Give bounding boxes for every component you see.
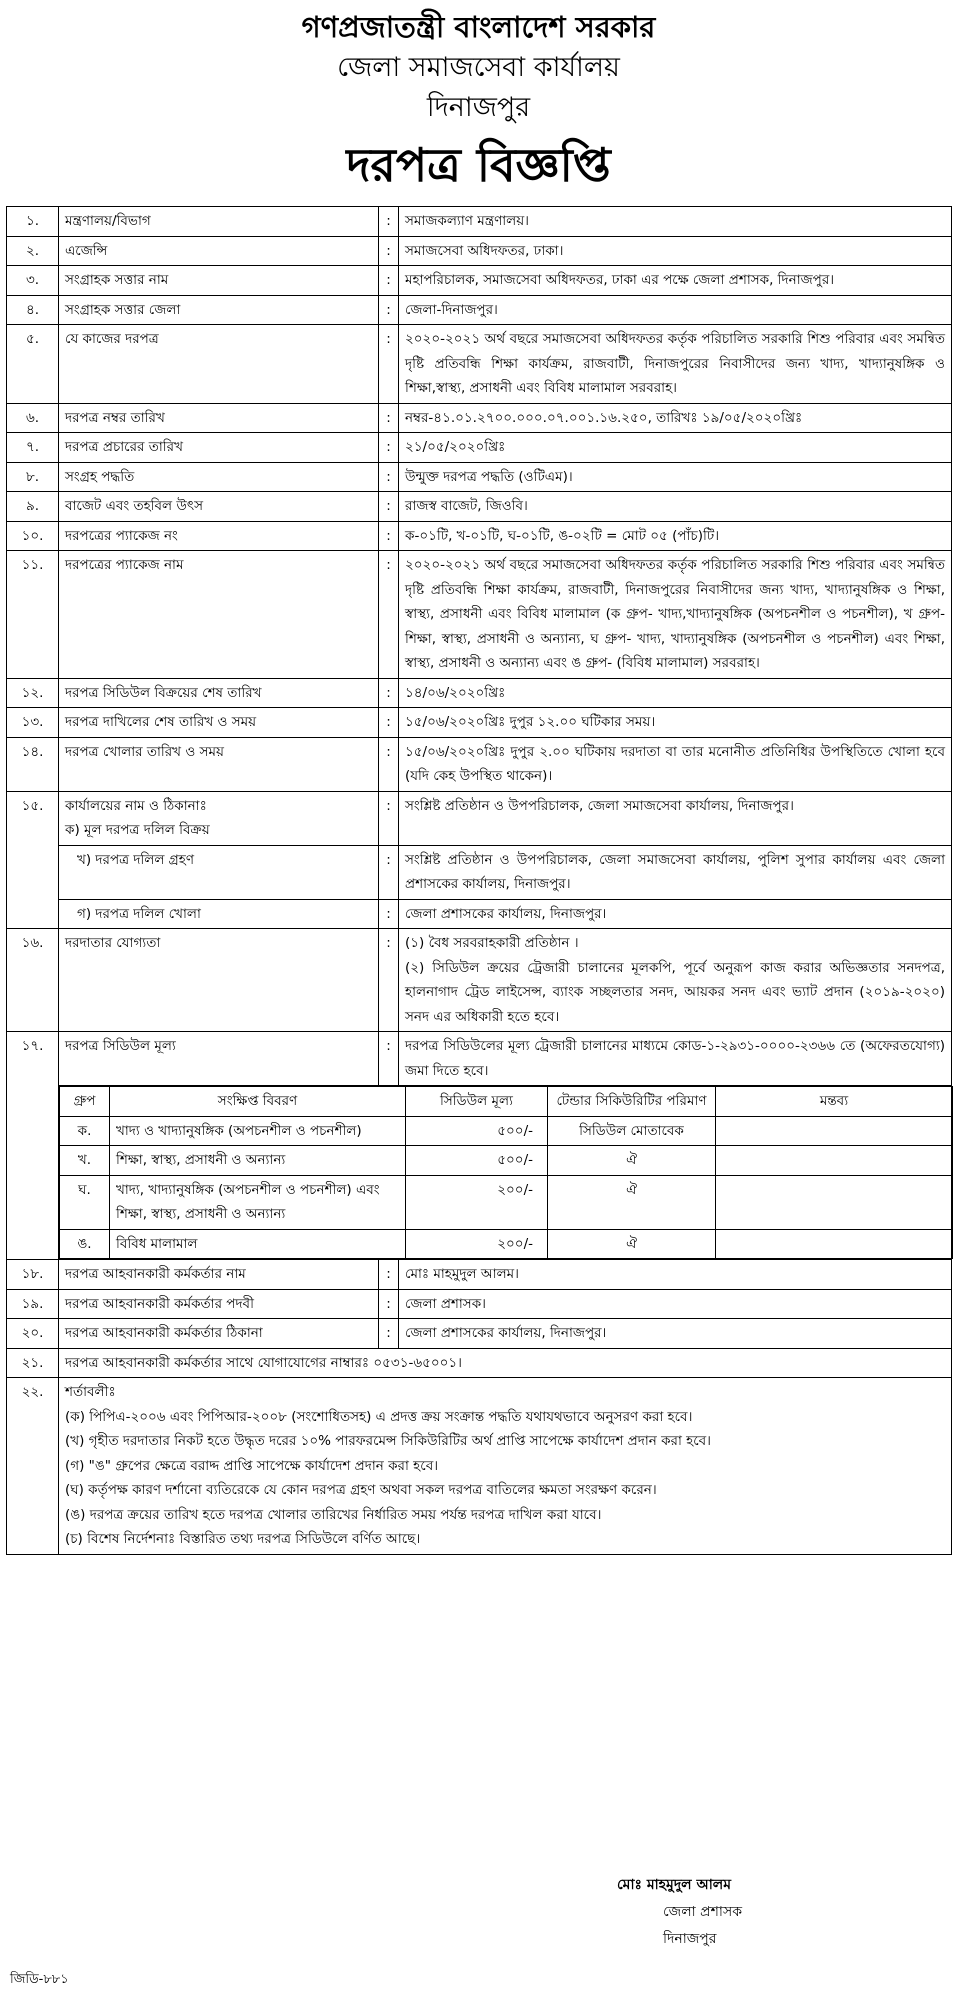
row-value: [399, 929, 952, 1032]
district-name: দিনাজপুর: [426, 92, 531, 123]
row-number: ১৪.: [7, 737, 59, 791]
table-row: [7, 521, 952, 551]
receipt-office-value: সংশ্লিষ্ট প্রতিষ্ঠান ও উপপরিচালক, জেলা সমাজসেবা কার্যালয়, পুলিশ সুপার কার্যালয় এবং জেলা প্রশাসকের কার্যালয়, দিনাজপুর।: [399, 845, 952, 899]
fee-table-row: [60, 1229, 953, 1259]
schedule-fee-table: [59, 1086, 953, 1259]
row-value: ১৫/০৬/২০২০খ্রিঃ দুপুর ১২.০০ ঘটিকার সময়।: [399, 708, 952, 738]
receipt-office-label: খ) দরপত্র দলিল গ্রহণ: [59, 845, 379, 899]
header-schedule-price: সিডিউল মূল্য: [406, 1087, 548, 1117]
row-label: দরপত্র নম্বর তারিখ: [59, 403, 379, 433]
row-label: সংগ্রহ পদ্ধতি: [59, 462, 379, 492]
table-row: [7, 1378, 952, 1555]
row-number: ১৫.: [7, 791, 59, 929]
table-row: [7, 403, 952, 433]
table-row: [7, 737, 952, 791]
fee-security: ঐ: [548, 1229, 716, 1259]
row-colon: :: [379, 433, 399, 463]
fee-table-header: [60, 1087, 953, 1117]
header-tender-security: টেন্ডার সিকিউরিটির পরিমাণ: [548, 1087, 716, 1117]
row-number: ১৩.: [7, 708, 59, 738]
row-number: ২২.: [7, 1378, 59, 1555]
row-number: ১৬.: [7, 929, 59, 1032]
table-row: [7, 1348, 952, 1378]
row-label: যে কাজের দরপত্র: [59, 325, 379, 404]
office-name: জেলা সমাজসেবা কার্যালয়: [337, 52, 620, 83]
table-row: [7, 551, 952, 679]
row-label: দরপত্র আহবানকারী কর্মকর্তার পদবী: [59, 1289, 379, 1319]
table-row: [7, 1319, 952, 1349]
row-label: দরপত্র দাখিলের শেষ তারিখ ও সময়: [59, 708, 379, 738]
row-label: এজেন্সি: [59, 236, 379, 266]
row-colon: :: [379, 1032, 399, 1086]
row-value: রাজস্ব বাজেট, জিওবি।: [399, 492, 952, 522]
office-address-label: কার্যালয়ের নাম ও ঠিকানাঃ: [65, 797, 207, 814]
row-number: ১০.: [7, 521, 59, 551]
row-value: উন্মুক্ত দরপত্র পদ্ধতি (ওটিএম)।: [399, 462, 952, 492]
table-row: [7, 708, 952, 738]
table-row: [7, 1289, 952, 1319]
row-value: নম্বর-৪১.০১.২৭০০.০০০.০৭.০০১.১৬.২৫০, তারিখঃ ১৯/০৫/২০২০খ্রিঃ: [399, 403, 952, 433]
table-row: [7, 462, 952, 492]
row-colon: :: [379, 737, 399, 791]
row-number: ৭.: [7, 433, 59, 463]
table-row: [7, 845, 952, 899]
notice-title: দরপত্র বিজ্ঞপ্তি: [346, 138, 611, 192]
row-colon: :: [379, 492, 399, 522]
row-colon: :: [379, 1289, 399, 1319]
row-value: মোঃ মাহমুদুল আলম।: [399, 1260, 952, 1290]
row-colon: :: [379, 521, 399, 551]
row-number: ১৭.: [7, 1032, 59, 1260]
row-label: দরপত্র সিডিউল বিক্রয়ের শেষ তারিখ: [59, 678, 379, 708]
fee-group: ক.: [60, 1116, 110, 1146]
table-row: [7, 1032, 952, 1086]
row-number: ৫.: [7, 325, 59, 404]
fee-price: ২০০/-: [406, 1229, 548, 1259]
row-number: ৬.: [7, 403, 59, 433]
row-number: ২০.: [7, 1319, 59, 1349]
table-row: [7, 899, 952, 929]
row-colon: :: [379, 791, 399, 845]
fee-table-cell: [59, 1086, 952, 1260]
table-row: [7, 295, 952, 325]
table-row: [7, 433, 952, 463]
table-row: [7, 492, 952, 522]
row-label: সংগ্রাহক সত্তার নাম: [59, 266, 379, 296]
signatory-designation: জেলা প্রশাসক: [663, 1904, 742, 1920]
row-colon: :: [379, 207, 399, 237]
row-number: ২১.: [7, 1348, 59, 1378]
row-number: ১৮.: [7, 1260, 59, 1290]
opening-office-value: জেলা প্রশাসকের কার্যালয়, দিনাজপুর।: [399, 899, 952, 929]
fee-group: ঘ.: [60, 1175, 110, 1229]
eligibility-item: (২) সিডিউল ক্রয়ের ট্রেজারী চালানের মূলকপি, পূর্বে অনুরূপ কাজ করার অভিজ্ঞতার সনদপত্র, হালনাগাদ ট্রেড লাইসেন্স, ব্যাংক সচ্ছলতার সনদ, আয়কর সনদ এবং ভ্যাট প্রদান (২০১৯-২০২০) সনদ এর অধিকারী হতে হবে।: [405, 959, 945, 1025]
row-colon: :: [379, 462, 399, 492]
row-colon: :: [379, 899, 399, 929]
fee-group: ঙ.: [60, 1229, 110, 1259]
row-colon: :: [379, 845, 399, 899]
row-colon: :: [379, 929, 399, 1032]
fee-remark: [716, 1229, 953, 1259]
table-row: [7, 207, 952, 237]
row-label: বাজেট এবং তহবিল উৎস: [59, 492, 379, 522]
fee-description: খাদ্য, খাদ্যানুষঙ্গিক (অপচনশীল ও পচনশীল) এবং শিক্ষা, স্বাস্থ্য, প্রসাধনী ও অন্যান্য: [110, 1175, 406, 1229]
header-description: সংক্ষিপ্ত বিবরণ: [110, 1087, 406, 1117]
fee-remark: [716, 1116, 953, 1146]
row-number: ১১.: [7, 551, 59, 679]
conditions-title: শর্তাবলীঃ: [65, 1384, 116, 1400]
row-label: দরপত্র আহবানকারী কর্মকর্তার নাম: [59, 1260, 379, 1290]
fee-price: ৫০০/-: [406, 1116, 548, 1146]
row-value: ১৫/০৬/২০২০খ্রিঃ দুপুর ২.০০ ঘটিকায় দরদাতা বা তার মনোনীত প্রতিনিধির উপস্থিতিতে খোলা হবে (যদি কেহ উপস্থিত থাকেন)।: [399, 737, 952, 791]
row-label: দরপত্র সিডিউল মূল্য: [59, 1032, 379, 1086]
row-number: ৪.: [7, 295, 59, 325]
condition-item: (চ) বিশেষ নির্দেশনাঃ বিস্তারিত তথ্য দরপত্র সিডিউলে বর্ণিত আছে।: [65, 1531, 421, 1547]
row-value: ২০২০-২০২১ অর্থ বছরে সমাজসেবা অধিদফতর কর্তৃক পরিচালিত সরকারি শিশু পরিবার এবং সমন্বিত দৃষ্টি প্রতিবন্ধি শিক্ষা কার্যক্রম, রাজবাটী, দিনাজপুরের নিবাসীদের জন্য খাদ্য, খাদ্যানুষঙ্গিক ও শিক্ষা, স্বাস্থ্য, প্রসাধনী এবং বিবিধ মালামাল (ক গ্রুপ- খাদ্য,খাদ্যানুষঙ্গিক (অপচনশীল ও পচনশীল), খ গ্রুপ- শিক্ষা, স্বাস্থ্য, প্রসাধনী ও অন্যান্য, ঘ গ্রুপ- খাদ্য, খাদ্যানুষঙ্গিক (অপচনশীল ও পচনশীল) এবং শিক্ষা, স্বাস্থ্য, প্রসাধনী ও অন্যান্য এবং ঙ গ্রুপ- (বিবিধ মালামাল) সরবরাহ।: [399, 551, 952, 679]
fee-price: ২০০/-: [406, 1175, 548, 1229]
fee-security: ঐ: [548, 1175, 716, 1229]
table-row: [7, 266, 952, 296]
row-value: ২০২০-২০২১ অর্থ বছরে সমাজসেবা অধিদফতর কর্তৃক পরিচালিত সরকারি শিশু পরিবার এবং সমন্বিত দৃষ্টি প্রতিবন্ধি শিক্ষা কার্যক্রম, রাজবাটী, দিনাজপুরের নিবাসীদের জন্য খাদ্য, খাদ্যানুষঙ্গিক ও শিক্ষা,স্বাস্থ্য, প্রসাধনী এবং বিবিধ মালামাল সরবরাহ।: [399, 325, 952, 404]
row-value: ক-০১টি, খ-০১টি, ঘ-০১টি, ঙ-০২টি = মোট ০৫ (পাঁচ)টি।: [399, 521, 952, 551]
row-colon: :: [379, 236, 399, 266]
condition-item: (খ) গৃহীত দরদাতার নিকট হতে উদ্ধৃত দরের ১০% পারফরমেন্স সিকিউরিটির অর্থ প্রাপ্তি সাপেক্ষে কার্যাদেশ প্রদান করা হবে।: [65, 1433, 712, 1449]
table-row: [7, 1260, 952, 1290]
fee-security: সিডিউল মোতাবেক: [548, 1116, 716, 1146]
row-label: দরদাতার যোগ্যতা: [59, 929, 379, 1032]
row-number: ১.: [7, 207, 59, 237]
row-label: [59, 791, 379, 845]
government-name: গণপ্রজাতন্ত্রী বাংলাদেশ সরকার: [301, 10, 656, 44]
table-row: [7, 929, 952, 1032]
row-value: ২১/০৫/২০২০খ্রিঃ: [399, 433, 952, 463]
signature-block: [617, 1872, 917, 1953]
table-row: [7, 678, 952, 708]
table-row: [7, 236, 952, 266]
condition-item: (ঘ) কর্তৃপক্ষ কারণ দর্শানো ব্যতিরেকে যে কোন দরপত্র গ্রহণ অথবা সকল দরপত্র বাতিলের ক্ষমতা সংরক্ষণ করেন।: [65, 1482, 657, 1498]
fee-group: খ.: [60, 1146, 110, 1176]
tender-details-table: [6, 206, 952, 1555]
row-value: জেলা-দিনাজপুর।: [399, 295, 952, 325]
table-row: [7, 791, 952, 845]
row-colon: :: [379, 403, 399, 433]
fee-description: খাদ্য ও খাদ্যানুষঙ্গিক (অপচনশীল ও পচনশীল): [110, 1116, 406, 1146]
notice-code: জিডি-৮৮১: [10, 1972, 69, 1987]
row-label: সংগ্রাহক সত্তার জেলা: [59, 295, 379, 325]
row-colon: :: [379, 551, 399, 679]
table-row: [7, 1086, 952, 1260]
signatory-place: দিনাজপুর: [663, 1931, 717, 1947]
row-colon: :: [379, 678, 399, 708]
table-row: [7, 325, 952, 404]
row-colon: :: [379, 325, 399, 404]
fee-remark: [716, 1175, 953, 1229]
row-number: ১২.: [7, 678, 59, 708]
row-colon: :: [379, 266, 399, 296]
fee-description: শিক্ষা, স্বাস্থ্য, প্রসাধনী ও অন্যান্য: [110, 1146, 406, 1176]
fee-table-row: [60, 1146, 953, 1176]
contact-number-text: দরপত্র আহবানকারী কর্মকর্তার সাথে যোগাযোগের নাম্বারঃ ০৫৩১-৬৫০০১।: [59, 1348, 952, 1378]
row-label: দরপত্র প্রচারের তারিখ: [59, 433, 379, 463]
row-value: জেলা প্রশাসকের কার্যালয়, দিনাজপুর।: [399, 1319, 952, 1349]
opening-office-label: গ) দরপত্র দলিল খোলা: [59, 899, 379, 929]
row-value: সমাজসেবা অধিদফতর, ঢাকা।: [399, 236, 952, 266]
row-label: দরপত্রের প্যাকেজ নাম: [59, 551, 379, 679]
eligibility-item: (১) বৈধ সরবরাহকারী প্রতিষ্ঠান ।: [405, 935, 579, 951]
signatory-name: মোঃ মাহমুদুল আলম: [617, 1877, 732, 1893]
conditions-cell: [59, 1378, 952, 1555]
row-value: সমাজকল্যাণ মন্ত্রণালয়।: [399, 207, 952, 237]
condition-item: (ক) পিপিএ-২০০৬ এবং পিপিআর-২০০৮ (সংশোধিতসহ) এ প্রদত্ত ক্রয় সংক্রান্ত পদ্ধতি যথাযথভাবে অনুসরণ করা হবে।: [65, 1408, 693, 1425]
fee-remark: [716, 1146, 953, 1176]
row-number: ১৯.: [7, 1289, 59, 1319]
sale-office-value: সংশ্লিষ্ট প্রতিষ্ঠান ও উপপরিচালক, জেলা সমাজসেবা কার্যালয়, দিনাজপুর।: [399, 791, 952, 845]
row-label: দরপত্র আহবানকারী কর্মকর্তার ঠিকানা: [59, 1319, 379, 1349]
row-label: দরপত্রের প্যাকেজ নং: [59, 521, 379, 551]
notice-header: [6, 0, 951, 202]
row-colon: :: [379, 1260, 399, 1290]
row-value: ১৪/০৬/২০২০খ্রিঃ: [399, 678, 952, 708]
row-value: মহাপরিচালক, সমাজসেবা অধিদফতর, ঢাকা এর পক্ষে জেলা প্রশাসক, দিনাজপুর।: [399, 266, 952, 296]
condition-item: (গ) "ঙ" গ্রুপের ক্ষেত্রে বরাদ্দ প্রাপ্তি সাপেক্ষে কার্যাদেশ প্রদান করা হবে।: [65, 1457, 439, 1474]
sale-office-label: ক) মূল দরপত্র দলিল বিক্রয়: [65, 822, 210, 838]
row-value: দরপত্র সিডিউলের মূল্য ট্রেজারী চালানের মাধ্যমে কোড-১-২৯৩১-০০০০-২৩৬৬ তে (অফেরতযোগ্য) জমা দিতে হবে।: [399, 1032, 952, 1086]
row-number: ৩.: [7, 266, 59, 296]
row-number: ৯.: [7, 492, 59, 522]
header-remarks: মন্তব্য: [716, 1087, 953, 1117]
row-colon: :: [379, 1319, 399, 1349]
row-number: ২.: [7, 236, 59, 266]
fee-table-row: [60, 1116, 953, 1146]
header-group: গ্রুপ: [60, 1087, 110, 1117]
row-label: দরপত্র খোলার তারিখ ও সময়: [59, 737, 379, 791]
fee-price: ৫০০/-: [406, 1146, 548, 1176]
row-label: মন্ত্রণালয়/বিভাগ: [59, 207, 379, 237]
fee-security: ঐ: [548, 1146, 716, 1176]
condition-item: (ঙ) দরপত্র ক্রয়ের তারিখ হতে দরপত্র খোলার তারিখের নির্ধারিত সময় পর্যন্ত দরপত্র দাখিল করা যাবে।: [65, 1506, 602, 1523]
row-colon: :: [379, 708, 399, 738]
row-value: জেলা প্রশাসক।: [399, 1289, 952, 1319]
row-number: ৮.: [7, 462, 59, 492]
row-colon: :: [379, 295, 399, 325]
fee-description: বিবিধ মালামাল: [110, 1229, 406, 1259]
fee-table-row: [60, 1175, 953, 1229]
